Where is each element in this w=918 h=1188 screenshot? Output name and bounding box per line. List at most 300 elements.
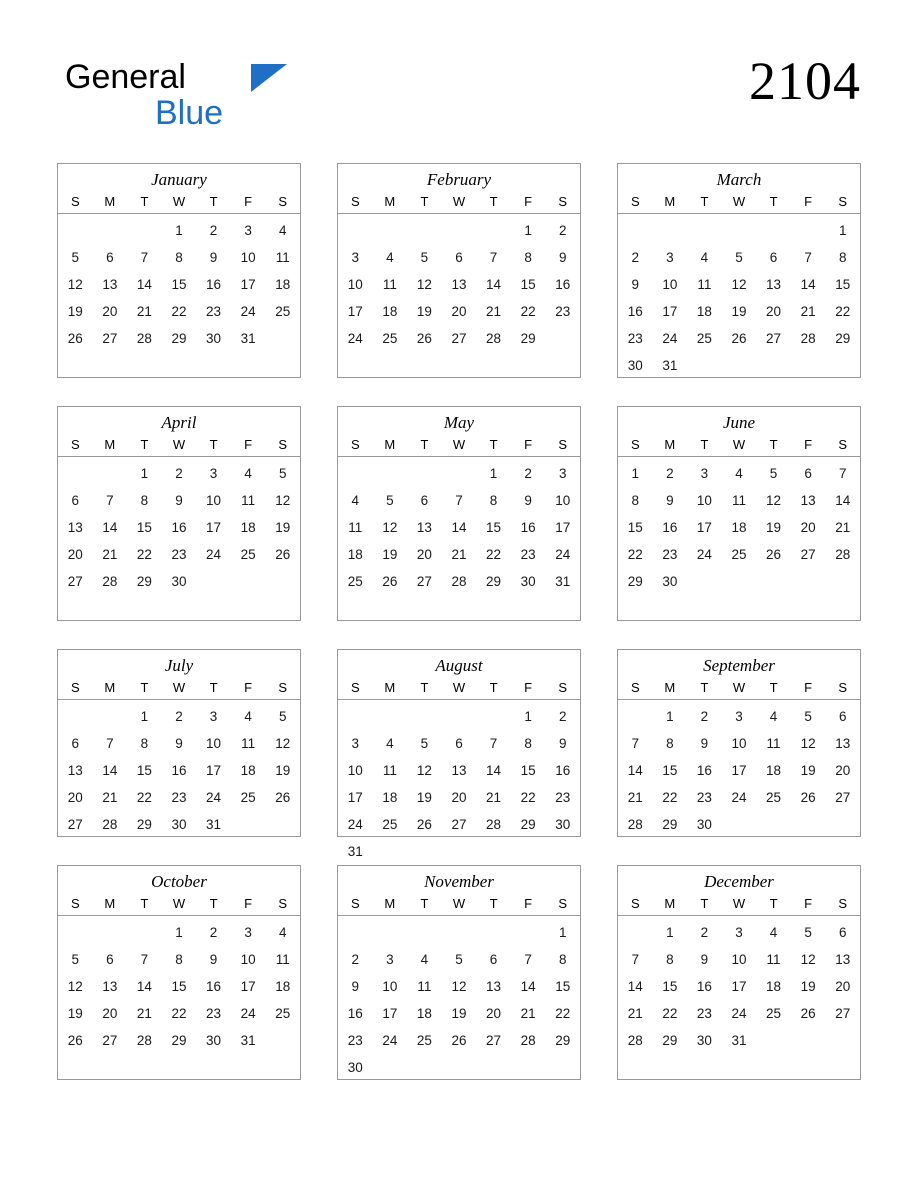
day-cell[interactable]: 26	[275, 547, 291, 562]
day-cell[interactable]: 28	[486, 331, 502, 346]
day-cell[interactable]: 5	[735, 250, 743, 265]
day-cell[interactable]: 3	[666, 250, 674, 265]
day-cell[interactable]: 25	[382, 331, 398, 346]
day-cell[interactable]: 5	[420, 736, 429, 751]
day-cell[interactable]: 15	[662, 763, 678, 778]
day-cell[interactable]: 16	[171, 520, 187, 535]
day-cell[interactable]: 29	[486, 574, 502, 589]
day-cell[interactable]: 18	[382, 790, 398, 805]
day-cell[interactable]: 20	[102, 304, 118, 319]
day-cell[interactable]: 20	[835, 763, 851, 778]
day-cell[interactable]: 30	[171, 574, 187, 589]
day-cell[interactable]: 16	[555, 277, 571, 292]
day-cell[interactable]: 6	[489, 952, 498, 967]
day-cell[interactable]: 20	[800, 520, 816, 535]
day-cell[interactable]: 14	[136, 277, 152, 292]
day-cell[interactable]: 23	[206, 1006, 222, 1021]
day-cell[interactable]: 1	[140, 709, 149, 724]
day-cell[interactable]: 1	[175, 223, 183, 238]
day-cell[interactable]: 8	[631, 493, 640, 508]
day-cell[interactable]: 9	[631, 277, 640, 292]
day-cell[interactable]: 24	[347, 331, 363, 346]
day-cell[interactable]: 3	[244, 925, 252, 940]
day-cell[interactable]: 29	[171, 331, 187, 346]
day-cell[interactable]: 22	[662, 790, 678, 805]
day-cell[interactable]: 22	[136, 790, 152, 805]
day-cell[interactable]: 25	[382, 817, 398, 832]
day-cell[interactable]: 5	[769, 466, 778, 481]
day-cell[interactable]: 31	[731, 1033, 747, 1048]
day-cell[interactable]: 16	[347, 1006, 363, 1021]
day-cell[interactable]: 30	[627, 358, 643, 373]
day-cell[interactable]: 17	[731, 763, 747, 778]
day-cell[interactable]: 19	[451, 1006, 467, 1021]
day-cell[interactable]: 27	[486, 1033, 502, 1048]
day-cell[interactable]: 13	[102, 277, 118, 292]
day-cell[interactable]: 5	[278, 466, 287, 481]
day-cell[interactable]: 4	[351, 493, 360, 508]
day-cell[interactable]: 9	[209, 250, 218, 265]
day-cell[interactable]: 10	[382, 979, 398, 994]
day-cell[interactable]: 17	[662, 304, 678, 319]
day-cell[interactable]: 28	[520, 1033, 536, 1048]
day-cell[interactable]: 6	[71, 493, 80, 508]
day-cell[interactable]: 7	[631, 952, 640, 967]
day-cell[interactable]: 1	[524, 709, 532, 724]
day-cell[interactable]: 11	[275, 952, 290, 967]
day-cell[interactable]: 6	[455, 736, 463, 751]
day-cell[interactable]: 4	[769, 925, 778, 940]
day-cell[interactable]: 20	[67, 790, 83, 805]
day-cell[interactable]: 26	[800, 790, 816, 805]
day-cell[interactable]: 12	[416, 277, 432, 292]
day-cell[interactable]: 8	[666, 736, 674, 751]
day-cell[interactable]: 8	[175, 952, 183, 967]
day-cell[interactable]: 19	[766, 520, 782, 535]
day-cell[interactable]: 10	[555, 493, 571, 508]
day-cell[interactable]: 2	[631, 250, 640, 265]
day-cell[interactable]: 15	[171, 277, 187, 292]
day-cell[interactable]: 23	[696, 790, 712, 805]
day-cell[interactable]: 23	[662, 547, 678, 562]
day-cell[interactable]: 9	[666, 493, 674, 508]
day-cell[interactable]: 24	[731, 790, 747, 805]
day-cell[interactable]: 3	[351, 250, 360, 265]
day-cell[interactable]: 25	[240, 547, 256, 562]
day-cell[interactable]: 27	[451, 331, 467, 346]
day-cell[interactable]: 25	[275, 1006, 291, 1021]
day-cell[interactable]: 10	[240, 952, 256, 967]
day-cell[interactable]: 13	[416, 520, 432, 535]
day-cell[interactable]: 26	[416, 817, 432, 832]
day-cell[interactable]: 23	[555, 790, 571, 805]
day-cell[interactable]: 21	[136, 1006, 152, 1021]
day-cell[interactable]: 29	[835, 331, 851, 346]
day-cell[interactable]: 11	[241, 736, 256, 751]
day-cell[interactable]: 5	[71, 952, 80, 967]
day-cell[interactable]: 14	[520, 979, 536, 994]
day-cell[interactable]: 19	[67, 1006, 83, 1021]
day-cell[interactable]: 27	[451, 817, 467, 832]
day-cell[interactable]: 20	[835, 979, 851, 994]
day-cell[interactable]: 17	[731, 979, 747, 994]
day-cell[interactable]: 12	[382, 520, 398, 535]
day-cell[interactable]: 13	[835, 952, 851, 967]
day-cell[interactable]: 29	[136, 574, 152, 589]
day-cell[interactable]: 21	[102, 547, 118, 562]
day-cell[interactable]: 2	[558, 223, 567, 238]
day-cell[interactable]: 22	[520, 790, 536, 805]
day-cell[interactable]: 14	[102, 763, 118, 778]
day-cell[interactable]: 8	[524, 736, 532, 751]
day-cell[interactable]: 21	[835, 520, 851, 535]
day-cell[interactable]: 28	[451, 574, 467, 589]
day-cell[interactable]: 27	[102, 331, 118, 346]
day-cell[interactable]: 4	[386, 250, 394, 265]
day-cell[interactable]: 14	[627, 979, 643, 994]
day-cell[interactable]: 5	[71, 250, 80, 265]
day-cell[interactable]: 11	[382, 763, 397, 778]
day-cell[interactable]: 7	[106, 736, 114, 751]
day-cell[interactable]: 18	[240, 520, 256, 535]
day-cell[interactable]: 20	[102, 1006, 118, 1021]
day-cell[interactable]: 15	[627, 520, 643, 535]
day-cell[interactable]: 6	[838, 925, 847, 940]
day-cell[interactable]: 27	[835, 1006, 851, 1021]
day-cell[interactable]: 18	[275, 277, 291, 292]
day-cell[interactable]: 4	[420, 952, 429, 967]
day-cell[interactable]: 2	[558, 709, 567, 724]
day-cell[interactable]: 10	[731, 736, 747, 751]
day-cell[interactable]: 18	[382, 304, 398, 319]
day-cell[interactable]: 7	[489, 250, 498, 265]
day-cell[interactable]: 27	[800, 547, 816, 562]
day-cell[interactable]: 15	[520, 277, 536, 292]
day-cell[interactable]: 31	[662, 358, 678, 373]
day-cell[interactable]: 16	[627, 304, 643, 319]
day-cell[interactable]: 12	[800, 736, 816, 751]
day-cell[interactable]: 15	[136, 520, 152, 535]
day-cell[interactable]: 29	[520, 817, 536, 832]
day-cell[interactable]: 30	[696, 1033, 712, 1048]
day-cell[interactable]: 20	[451, 304, 467, 319]
day-cell[interactable]: 3	[700, 466, 709, 481]
day-cell[interactable]: 21	[520, 1006, 536, 1021]
day-cell[interactable]: 30	[555, 817, 571, 832]
day-cell[interactable]: 22	[486, 547, 502, 562]
day-cell[interactable]: 30	[696, 817, 712, 832]
day-cell[interactable]: 8	[140, 736, 149, 751]
day-cell[interactable]: 8	[558, 952, 567, 967]
day-cell[interactable]: 7	[524, 952, 532, 967]
day-cell[interactable]: 27	[67, 574, 83, 589]
day-cell[interactable]: 19	[731, 304, 747, 319]
day-cell[interactable]: 9	[209, 952, 218, 967]
day-cell[interactable]: 23	[171, 790, 187, 805]
day-cell[interactable]: 12	[451, 979, 467, 994]
day-cell[interactable]: 25	[416, 1033, 432, 1048]
day-cell[interactable]: 15	[835, 277, 851, 292]
day-cell[interactable]: 18	[416, 1006, 432, 1021]
day-cell[interactable]: 26	[416, 331, 432, 346]
day-cell[interactable]: 11	[275, 250, 290, 265]
day-cell[interactable]: 8	[838, 250, 847, 265]
day-cell[interactable]: 1	[489, 466, 498, 481]
day-cell[interactable]: 1	[838, 223, 847, 238]
day-cell[interactable]: 31	[240, 1033, 256, 1048]
day-cell[interactable]: 27	[102, 1033, 118, 1048]
day-cell[interactable]: 23	[627, 331, 643, 346]
day-cell[interactable]: 10	[240, 250, 256, 265]
day-cell[interactable]: 11	[241, 493, 256, 508]
day-cell[interactable]: 4	[244, 709, 252, 724]
day-cell[interactable]: 24	[240, 1006, 256, 1021]
day-cell[interactable]: 10	[347, 763, 363, 778]
day-cell[interactable]: 8	[524, 250, 532, 265]
day-cell[interactable]: 4	[386, 736, 394, 751]
day-cell[interactable]: 23	[347, 1033, 363, 1048]
day-cell[interactable]: 21	[627, 790, 643, 805]
day-cell[interactable]: 6	[769, 250, 778, 265]
day-cell[interactable]: 11	[731, 493, 746, 508]
day-cell[interactable]: 18	[731, 520, 747, 535]
day-cell[interactable]: 12	[416, 763, 432, 778]
day-cell[interactable]: 6	[106, 952, 114, 967]
day-cell[interactable]: 24	[206, 547, 222, 562]
day-cell[interactable]: 22	[627, 547, 643, 562]
day-cell[interactable]: 1	[140, 466, 149, 481]
day-cell[interactable]: 28	[102, 817, 118, 832]
day-cell[interactable]: 30	[662, 574, 678, 589]
day-cell[interactable]: 26	[766, 547, 782, 562]
day-cell[interactable]: 4	[244, 466, 252, 481]
day-cell[interactable]: 14	[102, 520, 118, 535]
day-cell[interactable]: 28	[136, 1033, 152, 1048]
day-cell[interactable]: 26	[67, 331, 83, 346]
day-cell[interactable]: 21	[486, 790, 502, 805]
day-cell[interactable]: 5	[278, 709, 287, 724]
day-cell[interactable]: 7	[838, 466, 847, 481]
day-cell[interactable]: 12	[800, 952, 816, 967]
day-cell[interactable]: 6	[71, 736, 80, 751]
day-cell[interactable]: 25	[731, 547, 747, 562]
day-cell[interactable]: 17	[206, 763, 222, 778]
day-cell[interactable]: 17	[555, 520, 571, 535]
day-cell[interactable]: 6	[838, 709, 847, 724]
day-cell[interactable]: 1	[666, 709, 674, 724]
day-cell[interactable]: 17	[206, 520, 222, 535]
day-cell[interactable]: 28	[627, 1033, 643, 1048]
day-cell[interactable]: 18	[275, 979, 291, 994]
day-cell[interactable]: 14	[486, 277, 502, 292]
day-cell[interactable]: 12	[275, 736, 291, 751]
day-cell[interactable]: 14	[835, 493, 851, 508]
day-cell[interactable]: 4	[735, 466, 743, 481]
day-cell[interactable]: 11	[766, 952, 781, 967]
day-cell[interactable]: 10	[662, 277, 678, 292]
day-cell[interactable]: 24	[206, 790, 222, 805]
day-cell[interactable]: 18	[766, 979, 782, 994]
day-cell[interactable]: 31	[240, 331, 256, 346]
day-cell[interactable]: 19	[800, 763, 816, 778]
day-cell[interactable]: 22	[835, 304, 851, 319]
day-cell[interactable]: 24	[347, 817, 363, 832]
day-cell[interactable]: 20	[766, 304, 782, 319]
day-cell[interactable]: 7	[140, 250, 149, 265]
day-cell[interactable]: 19	[275, 763, 291, 778]
day-cell[interactable]: 21	[627, 1006, 643, 1021]
day-cell[interactable]: 28	[627, 817, 643, 832]
day-cell[interactable]: 16	[696, 763, 712, 778]
day-cell[interactable]: 17	[347, 790, 363, 805]
day-cell[interactable]: 20	[451, 790, 467, 805]
day-cell[interactable]: 21	[136, 304, 152, 319]
day-cell[interactable]: 20	[486, 1006, 502, 1021]
day-cell[interactable]: 29	[662, 817, 678, 832]
day-cell[interactable]: 9	[175, 493, 183, 508]
day-cell[interactable]: 12	[731, 277, 747, 292]
day-cell[interactable]: 16	[520, 520, 536, 535]
day-cell[interactable]: 19	[416, 304, 432, 319]
day-cell[interactable]: 25	[275, 304, 291, 319]
day-cell[interactable]: 20	[67, 547, 83, 562]
day-cell[interactable]: 11	[697, 277, 712, 292]
day-cell[interactable]: 28	[800, 331, 816, 346]
day-cell[interactable]: 7	[631, 736, 640, 751]
day-cell[interactable]: 13	[451, 277, 467, 292]
day-cell[interactable]: 26	[382, 574, 398, 589]
day-cell[interactable]: 19	[416, 790, 432, 805]
day-cell[interactable]: 3	[558, 466, 567, 481]
day-cell[interactable]: 23	[171, 547, 187, 562]
day-cell[interactable]: 4	[278, 925, 287, 940]
day-cell[interactable]: 12	[275, 493, 291, 508]
day-cell[interactable]: 16	[171, 763, 187, 778]
day-cell[interactable]: 1	[666, 925, 674, 940]
day-cell[interactable]: 12	[766, 493, 782, 508]
day-cell[interactable]: 17	[240, 979, 256, 994]
day-cell[interactable]: 6	[455, 250, 463, 265]
day-cell[interactable]: 7	[455, 493, 463, 508]
day-cell[interactable]: 16	[696, 979, 712, 994]
day-cell[interactable]: 22	[171, 304, 187, 319]
day-cell[interactable]: 15	[555, 979, 571, 994]
day-cell[interactable]: 9	[700, 952, 709, 967]
day-cell[interactable]: 22	[136, 547, 152, 562]
day-cell[interactable]: 24	[696, 547, 712, 562]
day-cell[interactable]: 18	[347, 547, 363, 562]
day-cell[interactable]: 9	[351, 979, 360, 994]
day-cell[interactable]: 13	[800, 493, 816, 508]
day-cell[interactable]: 10	[696, 493, 712, 508]
day-cell[interactable]: 10	[347, 277, 363, 292]
day-cell[interactable]: 18	[766, 763, 782, 778]
day-cell[interactable]: 5	[386, 493, 394, 508]
day-cell[interactable]: 16	[662, 520, 678, 535]
day-cell[interactable]: 6	[106, 250, 114, 265]
day-cell[interactable]: 2	[175, 466, 183, 481]
day-cell[interactable]: 31	[206, 817, 222, 832]
day-cell[interactable]: 23	[555, 304, 571, 319]
day-cell[interactable]: 26	[275, 790, 291, 805]
day-cell[interactable]: 13	[67, 763, 83, 778]
day-cell[interactable]: 12	[67, 979, 83, 994]
day-cell[interactable]: 28	[102, 574, 118, 589]
day-cell[interactable]: 11	[382, 277, 397, 292]
day-cell[interactable]: 24	[382, 1033, 398, 1048]
day-cell[interactable]: 28	[136, 331, 152, 346]
day-cell[interactable]: 31	[347, 844, 363, 859]
day-cell[interactable]: 19	[800, 979, 816, 994]
day-cell[interactable]: 30	[347, 1060, 363, 1075]
day-cell[interactable]: 23	[696, 1006, 712, 1021]
day-cell[interactable]: 4	[278, 223, 287, 238]
day-cell[interactable]: 3	[735, 925, 743, 940]
day-cell[interactable]: 17	[347, 304, 363, 319]
day-cell[interactable]: 10	[206, 736, 222, 751]
day-cell[interactable]: 25	[766, 1006, 782, 1021]
day-cell[interactable]: 9	[175, 736, 183, 751]
day-cell[interactable]: 2	[209, 223, 218, 238]
day-cell[interactable]: 3	[209, 466, 218, 481]
day-cell[interactable]: 5	[804, 925, 812, 940]
day-cell[interactable]: 29	[136, 817, 152, 832]
day-cell[interactable]: 17	[696, 520, 712, 535]
day-cell[interactable]: 16	[206, 979, 222, 994]
day-cell[interactable]: 22	[520, 304, 536, 319]
day-cell[interactable]: 2	[700, 925, 709, 940]
day-cell[interactable]: 13	[451, 763, 467, 778]
day-cell[interactable]: 22	[171, 1006, 187, 1021]
day-cell[interactable]: 23	[206, 304, 222, 319]
day-cell[interactable]: 28	[486, 817, 502, 832]
day-cell[interactable]: 22	[662, 1006, 678, 1021]
day-cell[interactable]: 14	[136, 979, 152, 994]
day-cell[interactable]: 24	[662, 331, 678, 346]
day-cell[interactable]: 14	[627, 763, 643, 778]
day-cell[interactable]: 30	[520, 574, 536, 589]
day-cell[interactable]: 21	[102, 790, 118, 805]
day-cell[interactable]: 11	[417, 979, 432, 994]
day-cell[interactable]: 17	[382, 1006, 398, 1021]
day-cell[interactable]: 24	[731, 1006, 747, 1021]
day-cell[interactable]: 5	[420, 250, 429, 265]
day-cell[interactable]: 29	[520, 331, 536, 346]
day-cell[interactable]: 3	[351, 736, 360, 751]
day-cell[interactable]: 3	[244, 223, 252, 238]
day-cell[interactable]: 9	[524, 493, 532, 508]
day-cell[interactable]: 8	[489, 493, 498, 508]
day-cell[interactable]: 9	[558, 736, 567, 751]
day-cell[interactable]: 25	[347, 574, 363, 589]
day-cell[interactable]: 26	[67, 1033, 83, 1048]
day-cell[interactable]: 2	[175, 709, 183, 724]
day-cell[interactable]: 21	[800, 304, 816, 319]
day-cell[interactable]: 3	[209, 709, 218, 724]
day-cell[interactable]: 28	[835, 547, 851, 562]
day-cell[interactable]: 8	[175, 250, 183, 265]
day-cell[interactable]: 6	[420, 493, 429, 508]
day-cell[interactable]: 14	[486, 763, 502, 778]
day-cell[interactable]: 10	[206, 493, 222, 508]
day-cell[interactable]: 15	[520, 763, 536, 778]
day-cell[interactable]: 15	[171, 979, 187, 994]
day-cell[interactable]: 30	[206, 1033, 222, 1048]
day-cell[interactable]: 29	[662, 1033, 678, 1048]
day-cell[interactable]: 1	[175, 925, 183, 940]
day-cell[interactable]: 15	[486, 520, 502, 535]
day-cell[interactable]: 7	[804, 250, 812, 265]
